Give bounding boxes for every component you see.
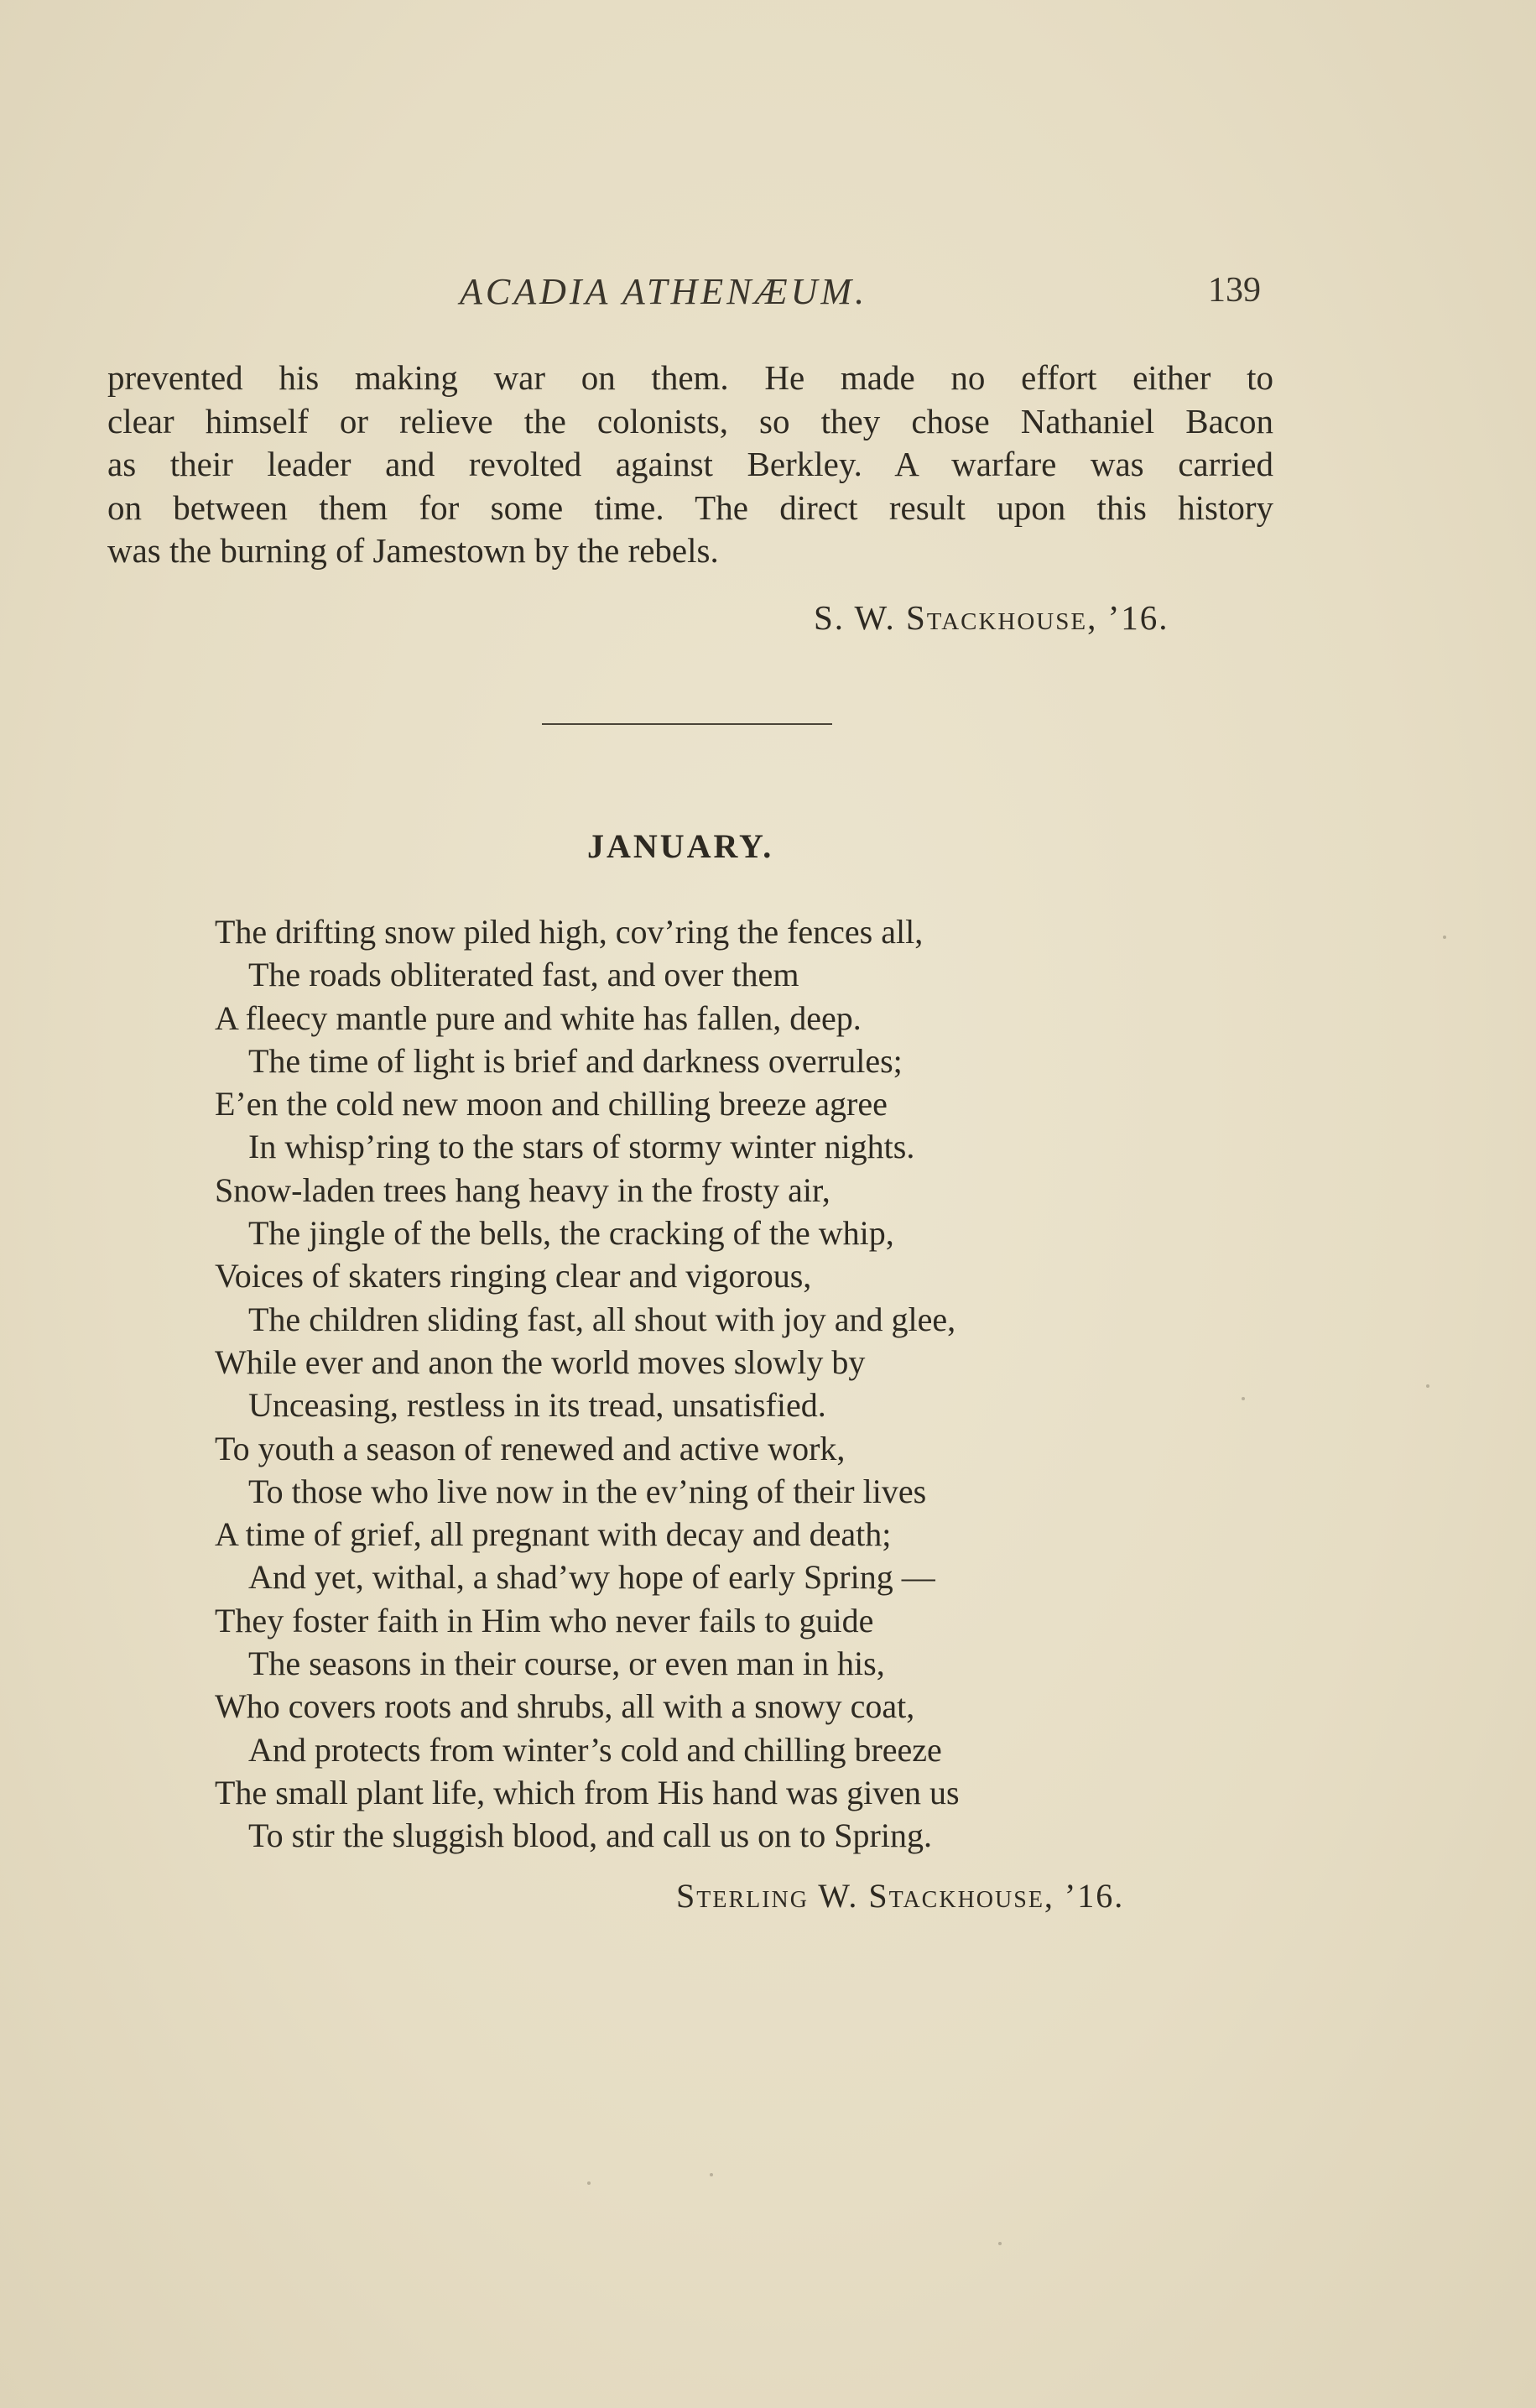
poem-line: Snow-laden trees hang heavy in the frosty air, (215, 1170, 830, 1209)
poem-line: While ever and anon the world moves slowly by (215, 1342, 866, 1381)
poem-line: To stir the sluggish blood, and call us on to Spring. (248, 1816, 932, 1855)
poem-line: And yet, withal, a shad’wy hope of early Spring — (248, 1558, 935, 1597)
prose-line: was the burning of Jamestown by the rebels. (107, 531, 719, 570)
poem-line: To youth a season of renewed and active work, (215, 1429, 846, 1467)
signature-surname: Stackhouse, (906, 598, 1098, 637)
poem-line: To those who live now in the ev’ning of their lives (248, 1472, 927, 1510)
poem-line: The drifting snow piled high, cov’ring the fences all, (215, 913, 924, 951)
paper-speck (1426, 1384, 1429, 1388)
paper-speck (1443, 936, 1446, 939)
paper-speck (1242, 1397, 1245, 1400)
poem-line: In whisp’ring to the stars of stormy winter nights. (248, 1128, 915, 1166)
prose-line: on between them for some time. The direct result upon this history (107, 487, 1273, 527)
poem-signature (676, 1876, 1124, 1915)
poem-line: A fleecy mantle pure and white has fallen, deep. (215, 998, 862, 1037)
prose-paragraph (107, 357, 1273, 573)
poem-line: And protects from winter’s cold and chilling breeze (248, 1730, 942, 1769)
prose-line: as their leader and revolted against Berkley. A warfare was carried (107, 445, 1273, 483)
signature-year: ’16. (1064, 1877, 1125, 1915)
poem-line: Who covers roots and shrubs, all with a snowy coat, (215, 1687, 915, 1726)
signature-initials: S. W. (814, 598, 896, 637)
paper-speck (710, 2173, 713, 2176)
poem-body (215, 910, 960, 1858)
paper-speck (587, 2181, 591, 2185)
paper-speck (998, 2242, 1002, 2245)
poem-line: The roads obliterated fast, and over them (248, 956, 799, 994)
prose-line: clear himself or relieve the colonists, so they chose Nathaniel Bacon (107, 401, 1273, 440)
page-number: 139 (1208, 271, 1261, 310)
prose-signature (814, 597, 1169, 638)
poem-line: The time of light is brief and darkness overrules; (248, 1041, 903, 1080)
poem-title: JANUARY. (587, 827, 774, 865)
prose-line: prevented his making war on them. He made no effort either to (107, 358, 1273, 397)
poem-line: The small plant life, which from His hand was given us (215, 1773, 960, 1811)
signature-name: Sterling W. Stackhouse, (676, 1877, 1054, 1915)
signature-year: ’16. (1107, 598, 1169, 637)
running-title: ACADIA ATHENÆUM. (460, 271, 868, 312)
poem-line: The seasons in their course, or even man in his, (248, 1644, 885, 1683)
poem-line: A time of grief, all pregnant with decay and death; (215, 1515, 892, 1554)
poem-line: The jingle of the bells, the cracking of the whip, (248, 1214, 894, 1253)
poem-line: Voices of skaters ringing clear and vigorous, (215, 1257, 812, 1295)
poem-line: They foster faith in Him who never fails to guide (215, 1601, 874, 1639)
section-divider (542, 723, 832, 725)
poem-line: Unceasing, restless in its tread, unsatisfied. (248, 1386, 826, 1425)
poem-line: E’en the cold new moon and chilling breeze agree (215, 1085, 888, 1123)
poem-line: The children sliding fast, all shout with joy and glee, (248, 1300, 956, 1338)
